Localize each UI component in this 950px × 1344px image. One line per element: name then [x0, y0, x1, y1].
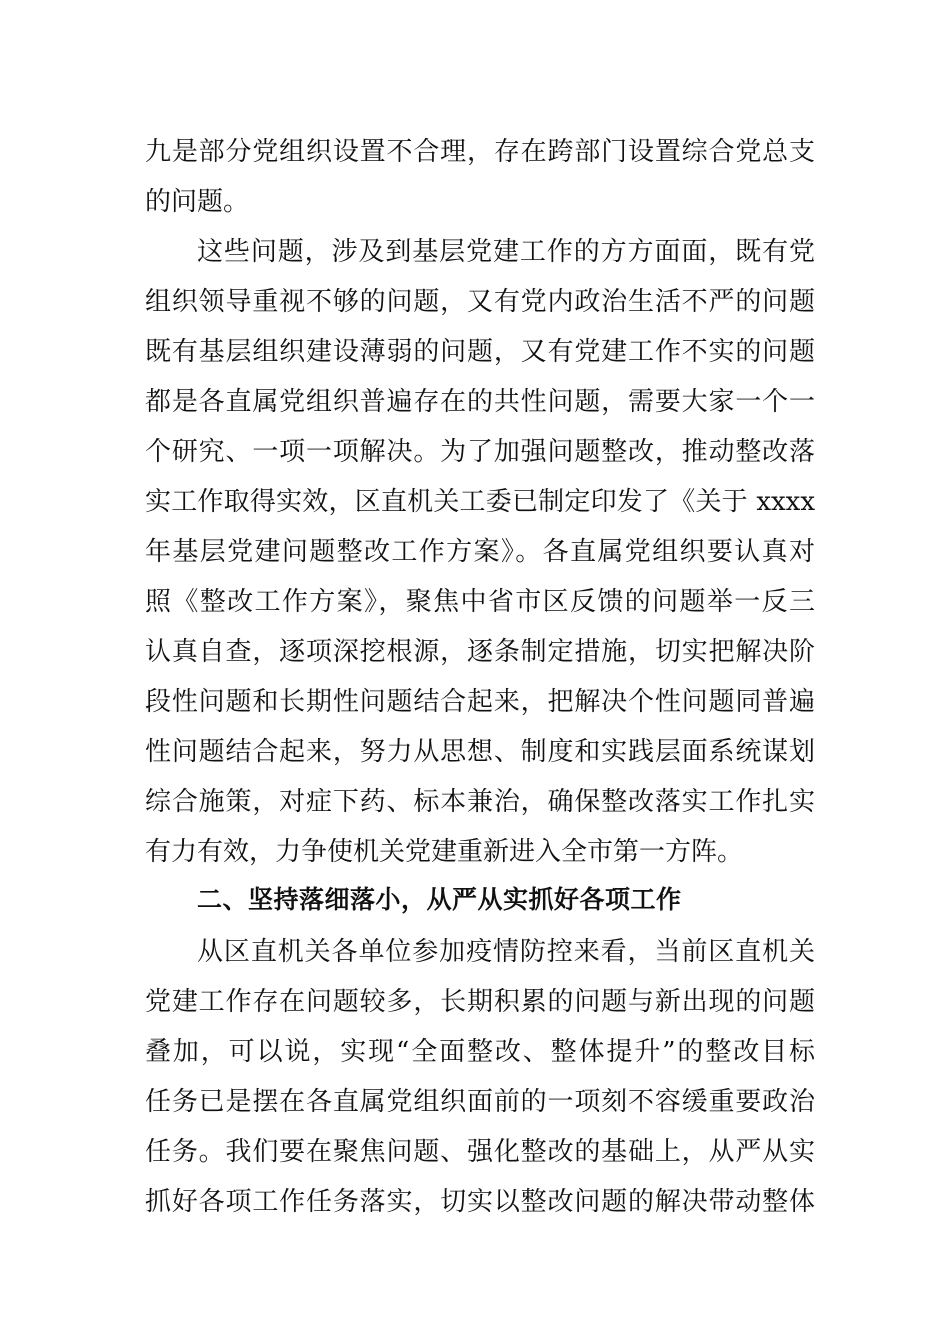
text-line: 党建工作存在问题较多，长期积累的问题与新出现的问题: [145, 987, 815, 1017]
paragraph-first-line: 这些问题，涉及到基层党建工作的方方面面，既有党: [197, 237, 815, 267]
text-line: 段性问题和长期性问题结合起来，把解决个性问题同普遍: [145, 687, 815, 717]
text-line: 组织领导重视不够的问题，又有党内政治生活不严的问题: [145, 287, 815, 317]
section-heading: 二、坚持落细落小，从严从实抓好各项工作: [197, 885, 682, 914]
text-line: 综合施策，对症下药、标本兼治，确保整改落实工作扎实: [145, 787, 815, 817]
text-line: 既有基层组织建设薄弱的问题，又有党建工作不实的问题: [145, 337, 815, 367]
text-line: 叠加，可以说，实现“全面整改、整体提升”的整改目标: [145, 1037, 815, 1067]
text-line: 年基层党建问题整改工作方案》。各直属党组织要认真对: [145, 537, 815, 567]
text-line: 照《整改工作方案》，聚焦中省市区反馈的问题举一反三: [145, 587, 815, 617]
text-line: 认真自查，逐项深挖根源，逐条制定措施，切实把解决阶: [145, 637, 815, 667]
text-line: 任务已是摆在各直属党组织面前的一项刻不容缓重要政治: [145, 1087, 815, 1117]
paragraph-first-line: 从区直机关各单位参加疫情防控来看，当前区直机关: [197, 937, 815, 967]
text-line: 实工作取得实效，区直机关工委已制定印发了《关于 xxxx: [145, 487, 815, 517]
text-line: 的问题。: [145, 187, 250, 217]
text-line: 抓好各项工作任务落实，切实以整改问题的解决带动整体: [145, 1187, 815, 1217]
text-line: 任务。我们要在聚焦问题、强化整改的基础上，从严从实: [145, 1137, 815, 1167]
text-line: 个研究、一项一项解决。为了加强问题整改，推动整改落: [145, 437, 815, 467]
text-line: 都是各直属党组织普遍存在的共性问题，需要大家一个一: [145, 387, 815, 417]
text-line: 性问题结合起来，努力从思想、制度和实践层面系统谋划: [145, 737, 815, 767]
text-line: 有力有效，力争使机关党建重新进入全市第一方阵。: [145, 837, 744, 867]
text-line: 九是部分党组织设置不合理，存在跨部门设置综合党总支: [145, 137, 815, 167]
